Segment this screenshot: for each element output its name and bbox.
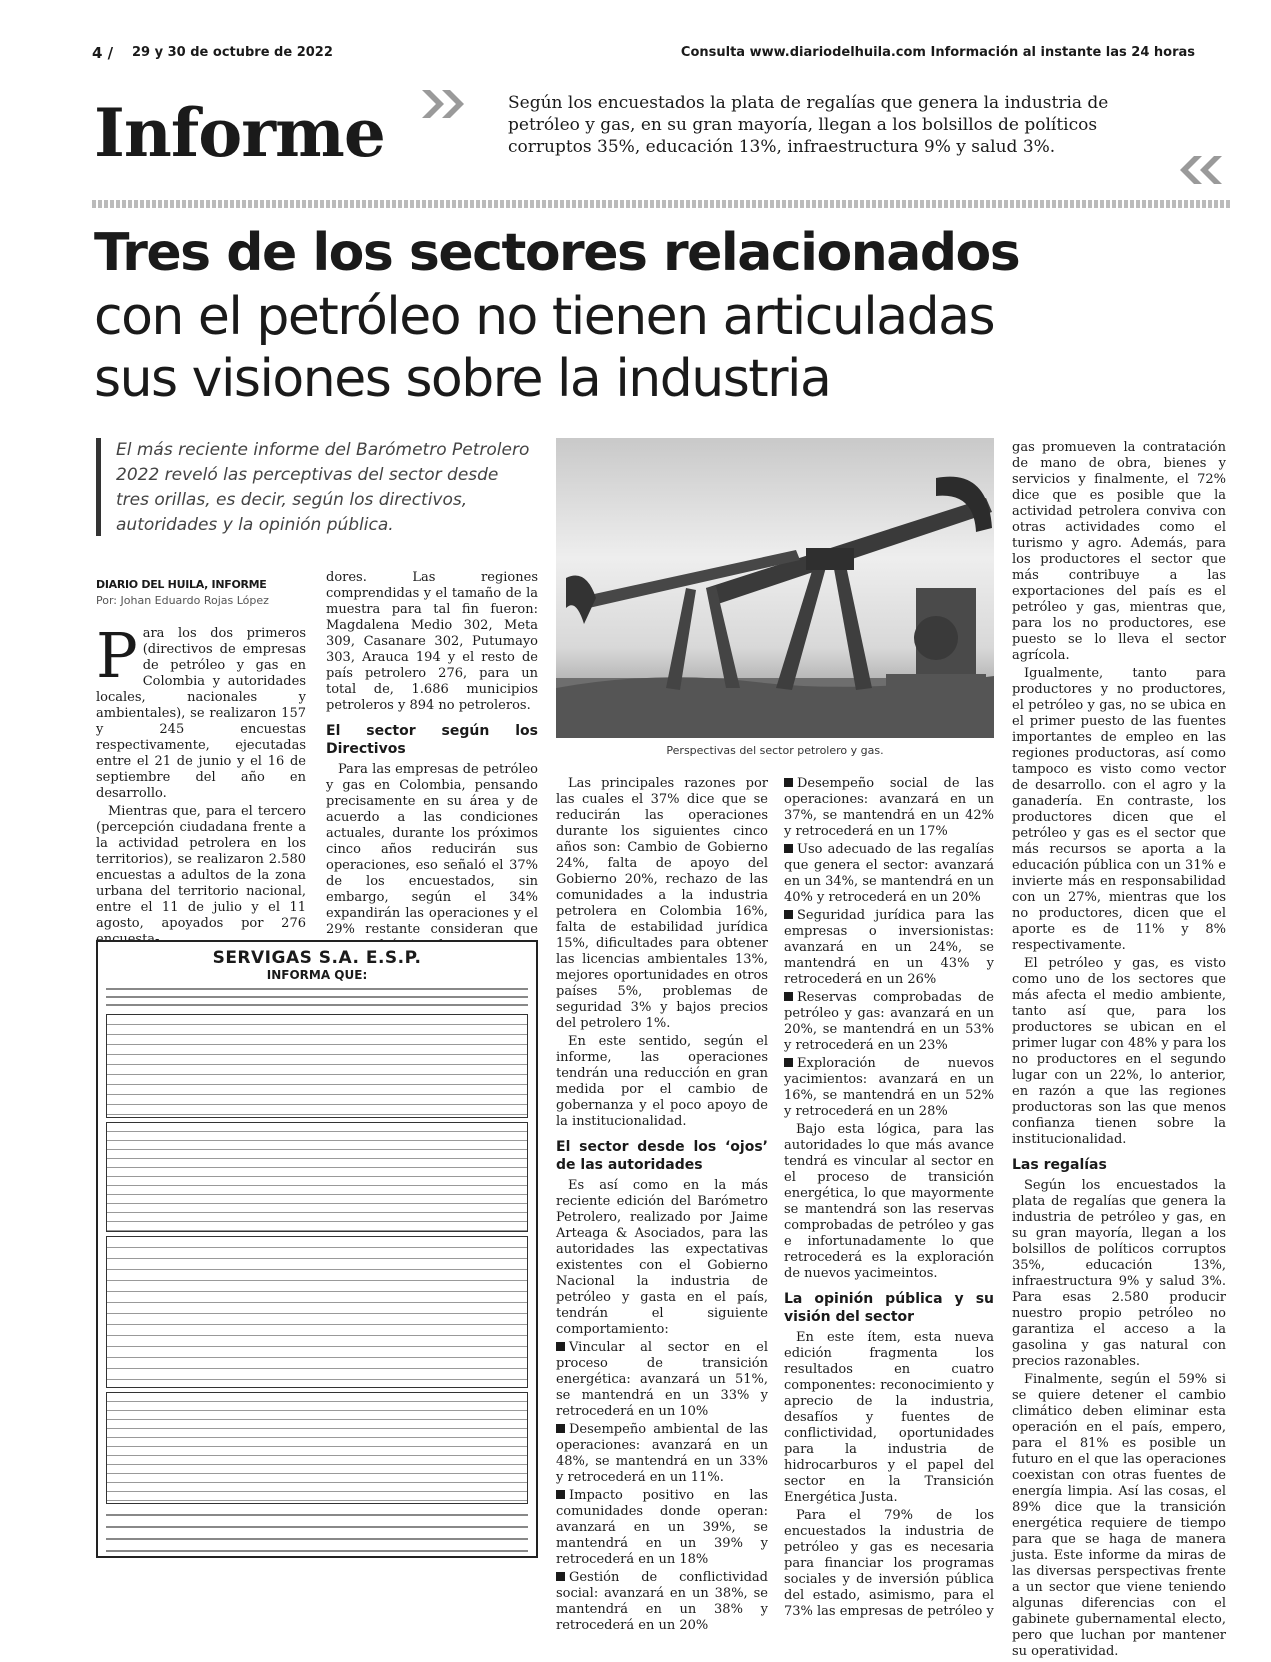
col1-paragraph-2: Mientras que, para el tercero (percepción ciudadana frente a la actividad petrolera en los territorios), se realizaron 2.580 encuestas a adultos de la zona urbana del territorio nacional, entre el 11 de julio y el 11 agosto, apoyados por 276 (96, 804, 306, 931)
section-divider (92, 200, 1230, 208)
chevron-right-icon (418, 84, 474, 124)
subhead-autoridades: El sector desde los ‘ojos’ de las autoridades (556, 1139, 768, 1173)
lead-bar (96, 438, 101, 536)
col1-paragraph-1: ara los dos primeros (directivos de empresas de petróleo y gas en Colombia y autoridades locales, nacionales y ambientales), se realizaron 157 y 245 encuestas respectivamente, ejecutadas entre el 21 de junio y el 16 de septiembre del año en desarrollo. (96, 626, 306, 801)
col3-paragraph-1: Las principales razones por las cuales el 37% dice que se reducirán las operaciones durante los siguientes cinco años son: Cambio de Gobierno 24%, falta de apoyo del Gobierno 20%, rechazo de las comunidades a la industria petrolera en Colombia 16%, falta de estabilidad jurídica 15%, dificultades para obtener las licencias ambientales 13%, mejores oportunidades en otros países 5%, problemas de seguridad 3% y bajos precios del petrolero 1%. (556, 776, 768, 1031)
list-item: Vincular al sector en el proceso de transición energética: avanzará un 51%, se mantendrá en un 33% y retrocederá en un 10% (556, 1340, 768, 1419)
col4-paragraph-1: Bajo esta lógica, para las autoridades lo que más avance tendrá es vincular al sector en el proceso de transición energética, lo que mayormente se mantendrá son las reservas comprobadas de petróleo y gas e infortunadamente lo que retrocederá es la exploración de nuevos yacimeintos. (784, 1122, 994, 1281)
article-column-2 (326, 570, 538, 956)
lead-text: El más reciente informe del Barómetro Petrolero 2022 reveló las perceptivas del sector desde tres orillas, es decir, según los directivos, autoridades y la opinión pública. (116, 440, 530, 535)
ad-illegible-footer (106, 1508, 528, 1558)
article-photo (556, 438, 994, 738)
col3-paragraph-2: En este sentido, según el informe, las operaciones tendrán una reducción en gran medida por el cambio de gobernanza y el poco apoyo de la institucionalidad. (556, 1034, 768, 1129)
ad-illegible-table-3 (106, 1236, 528, 1388)
ad-illegible-table-4 (106, 1392, 528, 1504)
photo-caption: Perspectivas del sector petrolero y gas. (666, 744, 884, 757)
byline-author: Por: Johan Eduardo Rojas López (96, 594, 269, 607)
list-item: Seguridad jurídica para las empresas o inversionistas: avanzará en un 24%, se mantendrá en un 43% y retrocederá en un 26% (784, 908, 994, 987)
ad-illegible-table-2 (106, 1122, 528, 1232)
ad-illegible-table-1 (106, 1014, 528, 1118)
col5-paragraph-1: gas promueven la contratación de mano de obra, bienes y servicios y finalmente, el 72% dice que es posible que la actividad petrolera conviva con otras actividades como el turismo y agro. Además, para los productores el sector que más contribuye a las exportaciones del país es el petróleo y gas, mientras que, para los no productores, ese puesto se lo lleva el sector agrícola. (1012, 440, 1226, 663)
article-column-5 (1012, 440, 1226, 1662)
subhead-regalias: Las regalías (1012, 1157, 1107, 1173)
section-teaser: Según los encuestados la plata de regalías que genera la industria de petróleo y gas, en su gran mayoría, llegan a los bolsillos de políticos corruptos 35%, educación 13%, infraestructura 9% y salud 3%. (508, 93, 1109, 157)
col5-paragraph-5: Finalmente, según el 59% si se quiere detener el cambio climático deben eliminar esta operación en el país, empero, para el 81% es posible un futuro en el que las operaciones coexistan con otras fuentes de energía limpia. Así las cosas, el 89% dice que la transición energética requiere de tiempo para que se haga de manera justa. Este informe da miras de las diversas perspectivas frente a un sector que viene teniendo algunas diferencias con el gabinete gubernamental electo, pero que luchan por mantener su operatividad. (1012, 1372, 1226, 1659)
headline-line-3: sus visiones sobre la industria (94, 349, 831, 409)
list-item: Impacto positivo en las comunidades donde operan: avanzará en un 39%, se mantendrá en un 39% y retrocederá en un 18% (556, 1488, 768, 1567)
col4-paragraph-3: Para el 79% de los encuestados la industria de petróleo y gas es necesaria para financiar los programas sociales y de inversión pública del estado, asimismo, para el 73% las empresas de petróleo y (784, 1508, 994, 1619)
drop-cap: P (96, 619, 138, 692)
byline-outlet: DIARIO DEL HUILA, INFORME (96, 578, 267, 591)
col5-paragraph-4: Según los encuestados la plata de regalías que genera la industria de petróleo y gas, en su gran mayoría, llegan a los bolsillos de políticos corruptos 35%, educación 13%, infraestructura 9% y salud 3%. Para esas 2.580 producir nuestro propio petróleo no garantiza el acceso a la gasolina y gas natural con precios razonables. (1012, 1178, 1226, 1369)
col5-paragraph-3: El petróleo y gas, es visto como uno de los sectores que más afecta el medio ambiente, tanto así que, para los productores se ubican en el primer lugar con 48% y para los no productores en el segundo lugar con un 22%, lo anterior, en razón a que las regiones productoras son las que menos confianza tienen sobre la institucionalidad. (1012, 956, 1226, 1147)
col2-paragraph-1: dores. Las regiones comprendidas y el tamaño de la muestra para tal fin fueron: Magdalena Medio 302, Meta 309, Casanare 302, Putumayo 303, Arauca 194 y el resto de país petrolero 276, para un total de, 1.686 municipios petroleros y 894 no petroleros. (326, 570, 538, 713)
list-item: Exploración de nuevos yacimientos: avanzará en un 16%, se mantendrá en un 52% y retrocederá en un 28% (784, 1056, 994, 1119)
ad-illegible-intro (106, 986, 528, 1010)
ad-title: SERVIGAS S.A. E.S.P. (212, 948, 422, 968)
page-number: 4 / (92, 44, 114, 62)
list-item: Uso adecuado de las regalías que genera el sector: avanzará en un 34%, se mantendrá en un 40% y retrocederá en un 20% (784, 842, 994, 905)
list-item: Desempeño social de las operaciones: avanzará en un 37%, se mantendrá en un 42% y retrocederá en un 17% (784, 776, 994, 839)
list-item: Reservas comprobadas de petróleo y gas: avanzará en un 20%, se mantendrá en un 53% y retrocederá en un 23% (784, 990, 994, 1053)
subhead-directivos: El sector según los Directivos (326, 723, 538, 757)
headline-bold: Tres de los sectores relacionados (94, 223, 1020, 283)
advertisement-box (96, 940, 538, 1558)
col3-paragraph-3: Es así como en la más reciente edición del Barómetro Petrolero, realizado por Jaime Arteaga & Asociados, para las autoridades las expectativas existentes con el Gobierno Nacional la industria de petróleo y gasta en el país, tendrán el siguiente comportamiento: (556, 1178, 768, 1337)
col2-paragraph-2: Para las empresas de petróleo y gas en Colombia, pensando precisamente en su área y de acuerdo a las condiciones actuales, durante los próximos cinco años reducirán sus operaciones, eso señaló el 37% de los encuestados, sin embargo, según el 34% expandirán las operaciones y el 29% restante consideran que (326, 762, 538, 937)
article-column-4 (784, 776, 994, 1622)
ad-subtitle: INFORMA QUE: (266, 968, 368, 982)
article-column-3 (556, 776, 768, 1636)
list-item: Desempeño ambiental de las operaciones: avanzará en un 48%, se mantendrá en un 33% y retrocederá en un 11%. (556, 1422, 768, 1485)
col4-paragraph-2: En este ítem, esta nueva edición fragmenta los resultados en cuatro componentes: reconocimiento y aprecio de la industria, desafíos y fuentes de conflictividad, oportunidades para la industria de hidrocarburos y el papel del sector en la Transición Energética Justa. (784, 1330, 994, 1505)
list-item: Gestión de conflictividad social: avanzará en un 38%, se mantendrá en un 38% y retrocederá en un 20% (556, 1570, 768, 1633)
col5-paragraph-2: Igualmente, tanto para productores y no productores, el petróleo y gas, no se ubica en el primer puesto de las fuentes importantes de empleo en las regiones productoras, así como tampoco es visto como vector de desarrollo. con el agro y la ganadería. En contraste, los productores dicen que el petróleo y gas es el sector que más recursos se aporta a la educación pública con un 31% e invierte más en responsabilidad con un 27%, mientras que los no productores, dicen que el aporte es de 11% y 8% respectivamente. (1012, 666, 1226, 953)
section-title: Informe (94, 94, 385, 172)
article-column-1 (96, 619, 306, 950)
header-tagline: Consulta www.diariodelhuila.com Información al instante las 24 horas (680, 45, 1195, 60)
headline-line-2: con el petróleo no tienen articuladas (94, 287, 995, 347)
chevron-left-icon (1170, 150, 1226, 190)
subhead-opinion-publica: La opinión pública y su visión del sector (784, 1291, 994, 1325)
edition-date: 29 y 30 de octubre de 2022 (132, 45, 333, 60)
